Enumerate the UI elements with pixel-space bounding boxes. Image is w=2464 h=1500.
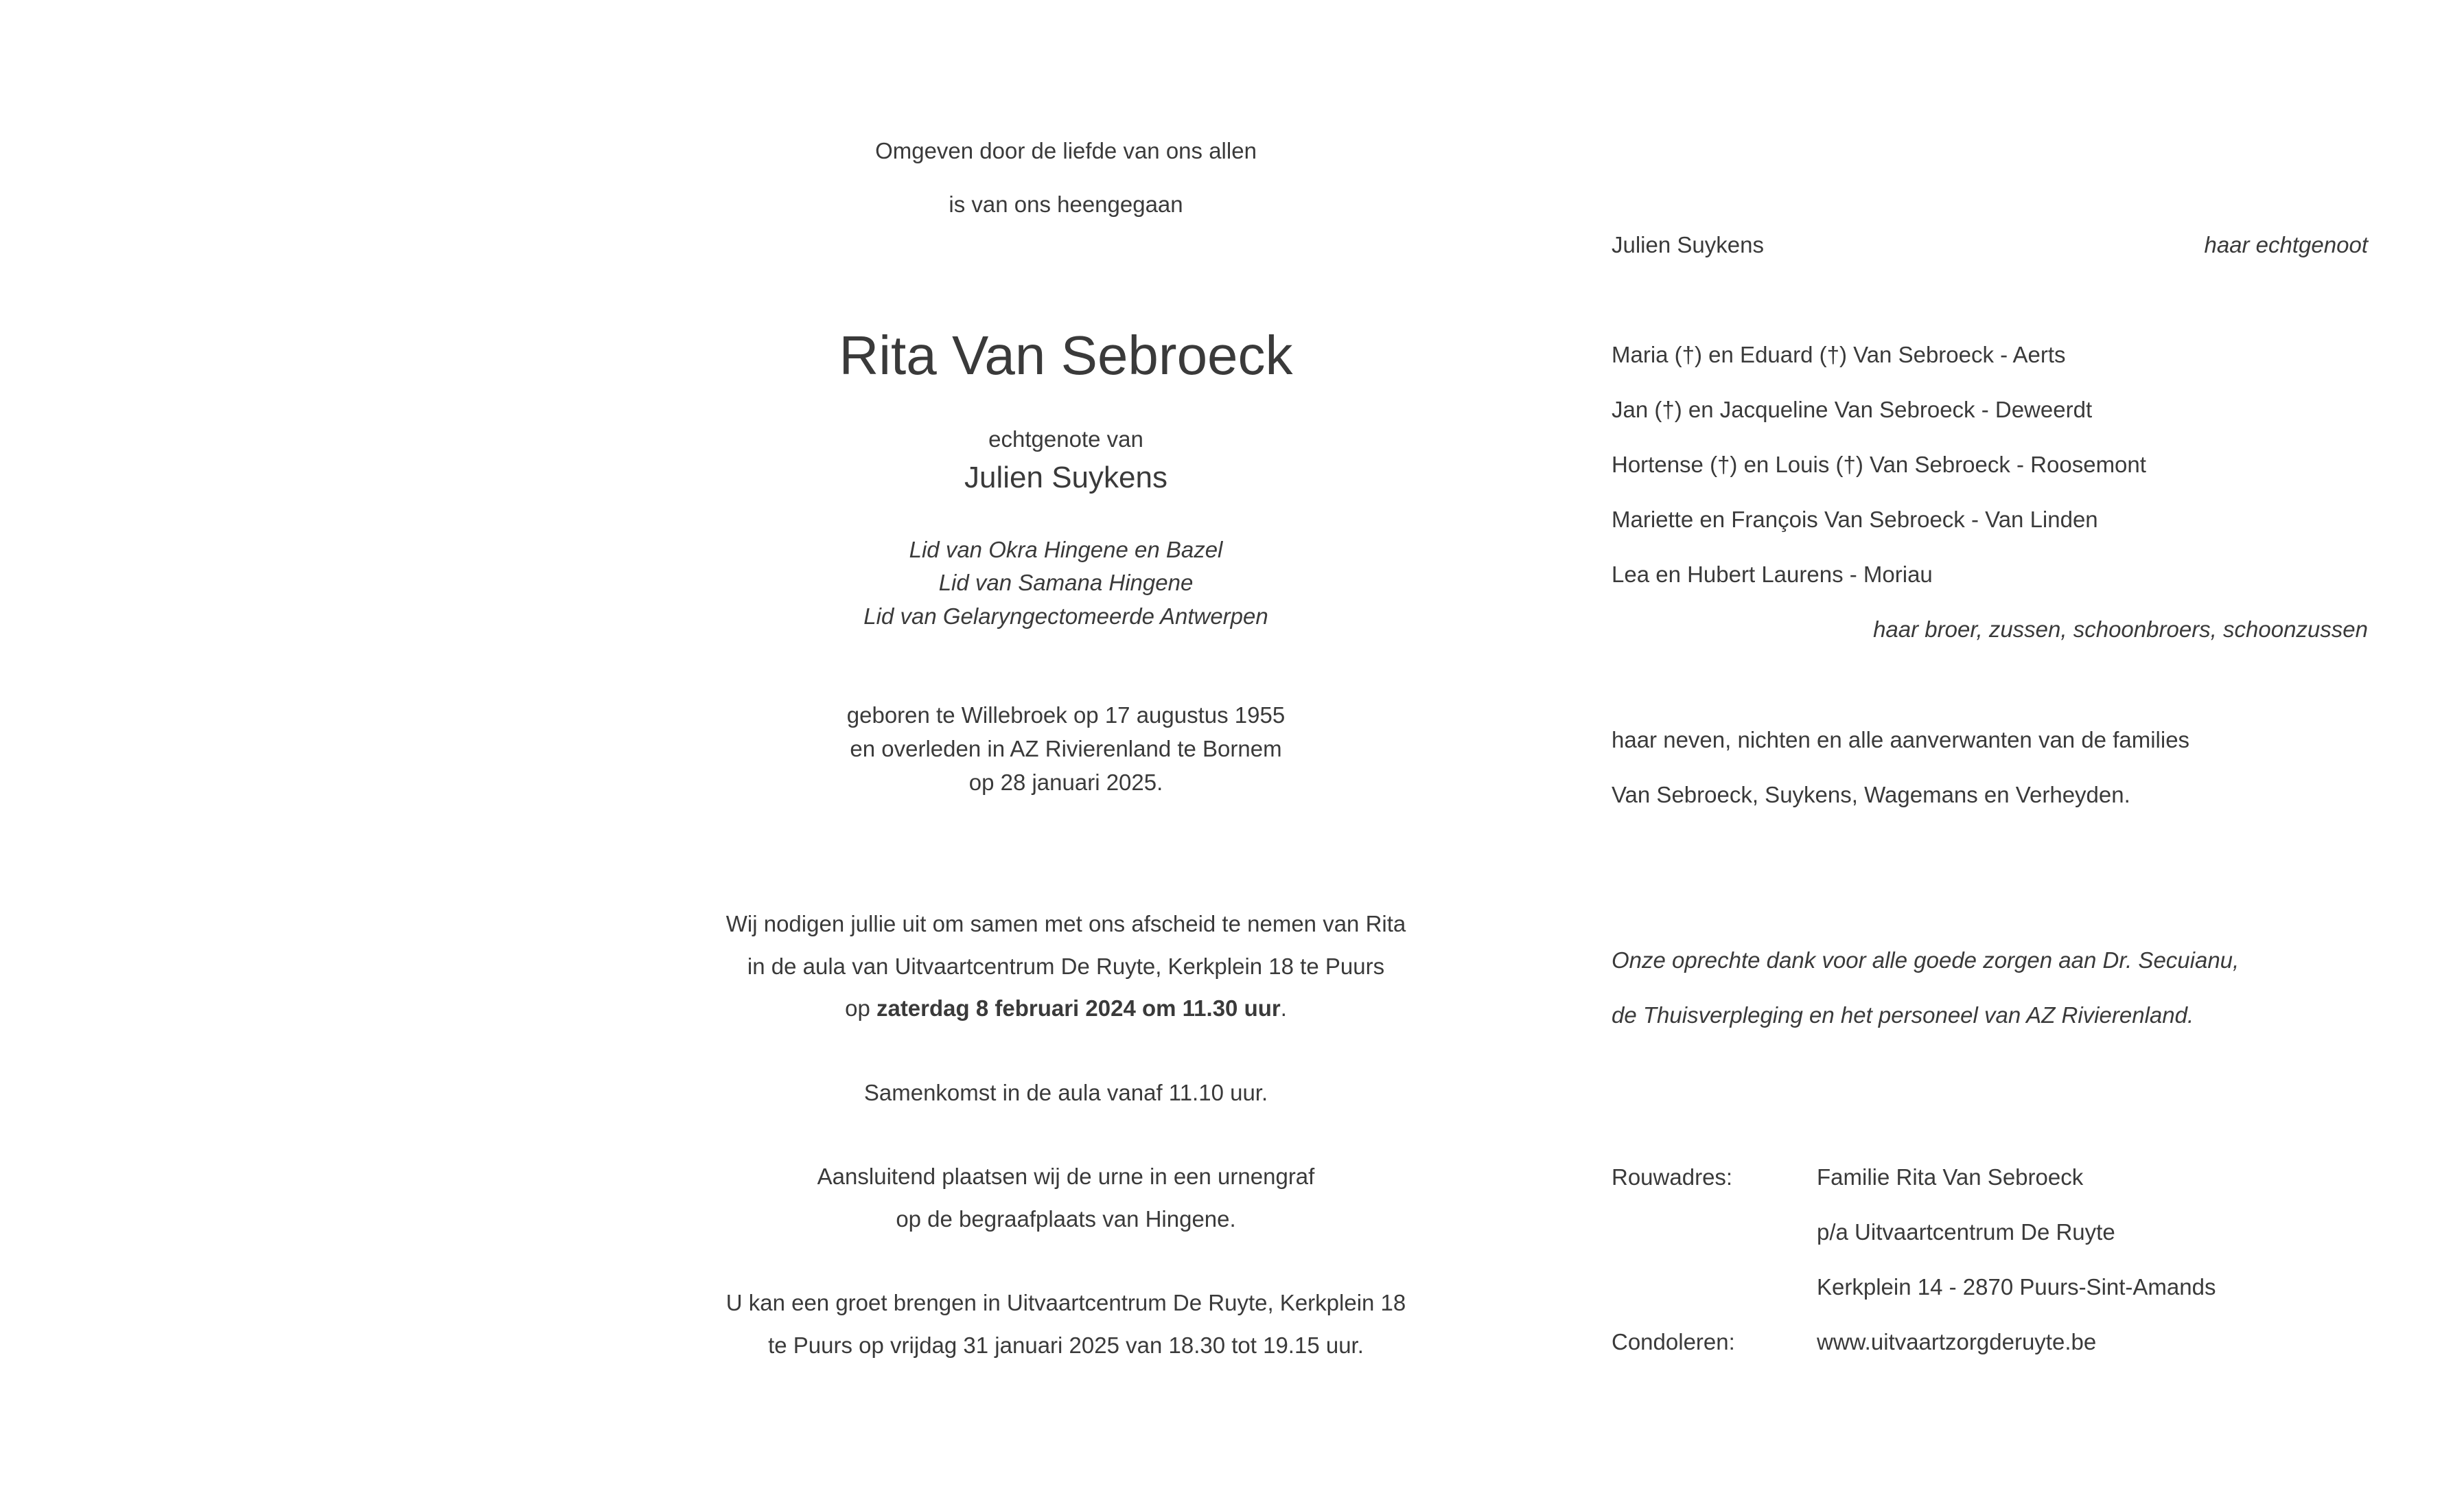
death-date-line: op 28 januari 2025. (968, 770, 1163, 795)
condolence-label: Condoleren: (1612, 1329, 1735, 1354)
spouse-name: Julien Suykens (964, 461, 1167, 494)
invite-date-suffix: . (1280, 995, 1287, 1021)
address-line-3: Kerkplein 14 - 2870 Puurs-Sint-Amands (1817, 1274, 2216, 1300)
spouse-label: echtgenote van (988, 426, 1143, 452)
husband-relation: haar echtgenoot (2204, 232, 2368, 257)
intro-line-1: Omgeven door de liefde van ons allen (875, 138, 1257, 163)
invite-line-1: Wij nodigen jullie uit om samen met ons afscheid te nemen van Rita (725, 911, 1406, 936)
visit-line-1: U kan een groet brengen in Uitvaartcentrum De Ruyte, Kerkplein 18 (725, 1290, 1406, 1315)
intro-line-2: is van ons heengegaan (949, 192, 1183, 217)
birth-line-1: geboren te Willebroek op 17 augustus 1955 (846, 702, 1286, 728)
membership-2: Lid van Samana Hingene (938, 570, 1194, 595)
condolence-website: www.uitvaartzorgderuyte.be (1817, 1329, 2097, 1354)
deceased-name: Rita Van Sebroeck (839, 325, 1293, 386)
family-line-1: haar neven, nichten en alle aanverwanten van de families (1612, 727, 2190, 752)
thanks-line-1: Onze oprechte dank voor alle goede zorgen aan Dr. Secuianu, (1612, 947, 2240, 973)
sibling-5: Lea en Hubert Laurens - Moriau (1612, 562, 1933, 587)
burial-line-1: Aansluitend plaatsen wij de urne in een urnengraf (817, 1164, 1315, 1189)
gathering-note: Samenkomst in de aula vanaf 11.10 uur. (863, 1080, 1268, 1105)
ceremony-date: zaterdag 8 februari 2024 om 11.30 uur (876, 995, 1281, 1021)
invite-line-2: in de aula van Uitvaartcentrum De Ruyte, Kerkplein 18 te Puurs (747, 954, 1385, 979)
siblings-relation: haar broer, zussen, schoonbroers, schoonzussen (1873, 616, 2368, 642)
membership-3: Lid van Gelaryngectomeerde Antwerpen (863, 603, 1268, 629)
membership-1: Lid van Okra Hingene en Bazel (909, 537, 1223, 562)
husband-name: Julien Suykens (1612, 232, 1764, 257)
address-line-2: p/a Uitvaartcentrum De Ruyte (1817, 1219, 2115, 1245)
address-label: Rouwadres: (1612, 1164, 1733, 1190)
burial-line-2: op de begraafplaats van Hingene. (896, 1206, 1236, 1232)
invite-date-prefix: op (845, 995, 876, 1021)
visit-line-2: te Puurs op vrijdag 31 januari 2025 van 18.30 tot 19.15 uur. (768, 1332, 1364, 1358)
sibling-3: Hortense (†) en Louis (†) Van Sebroeck - Roosemont (1612, 452, 2146, 477)
thanks-line-2: de Thuisverpleging en het personeel van AZ Rivierenland. (1612, 1002, 2194, 1028)
sibling-2: Jan (†) en Jacqueline Van Sebroeck - Deweerdt (1612, 397, 2093, 422)
family-line-2: Van Sebroeck, Suykens, Wagemans en Verheyden. (1612, 782, 2130, 807)
invite-line-3 (845, 997, 1287, 1019)
birth-line-2: en overleden in AZ Rivierenland te Bornem (850, 736, 1282, 761)
address-line-1: Familie Rita Van Sebroeck (1817, 1164, 2084, 1190)
sibling-4: Mariette en François Van Sebroeck - Van Linden (1612, 507, 2098, 532)
sibling-1: Maria (†) en Eduard (†) Van Sebroeck - Aerts (1612, 342, 2066, 367)
